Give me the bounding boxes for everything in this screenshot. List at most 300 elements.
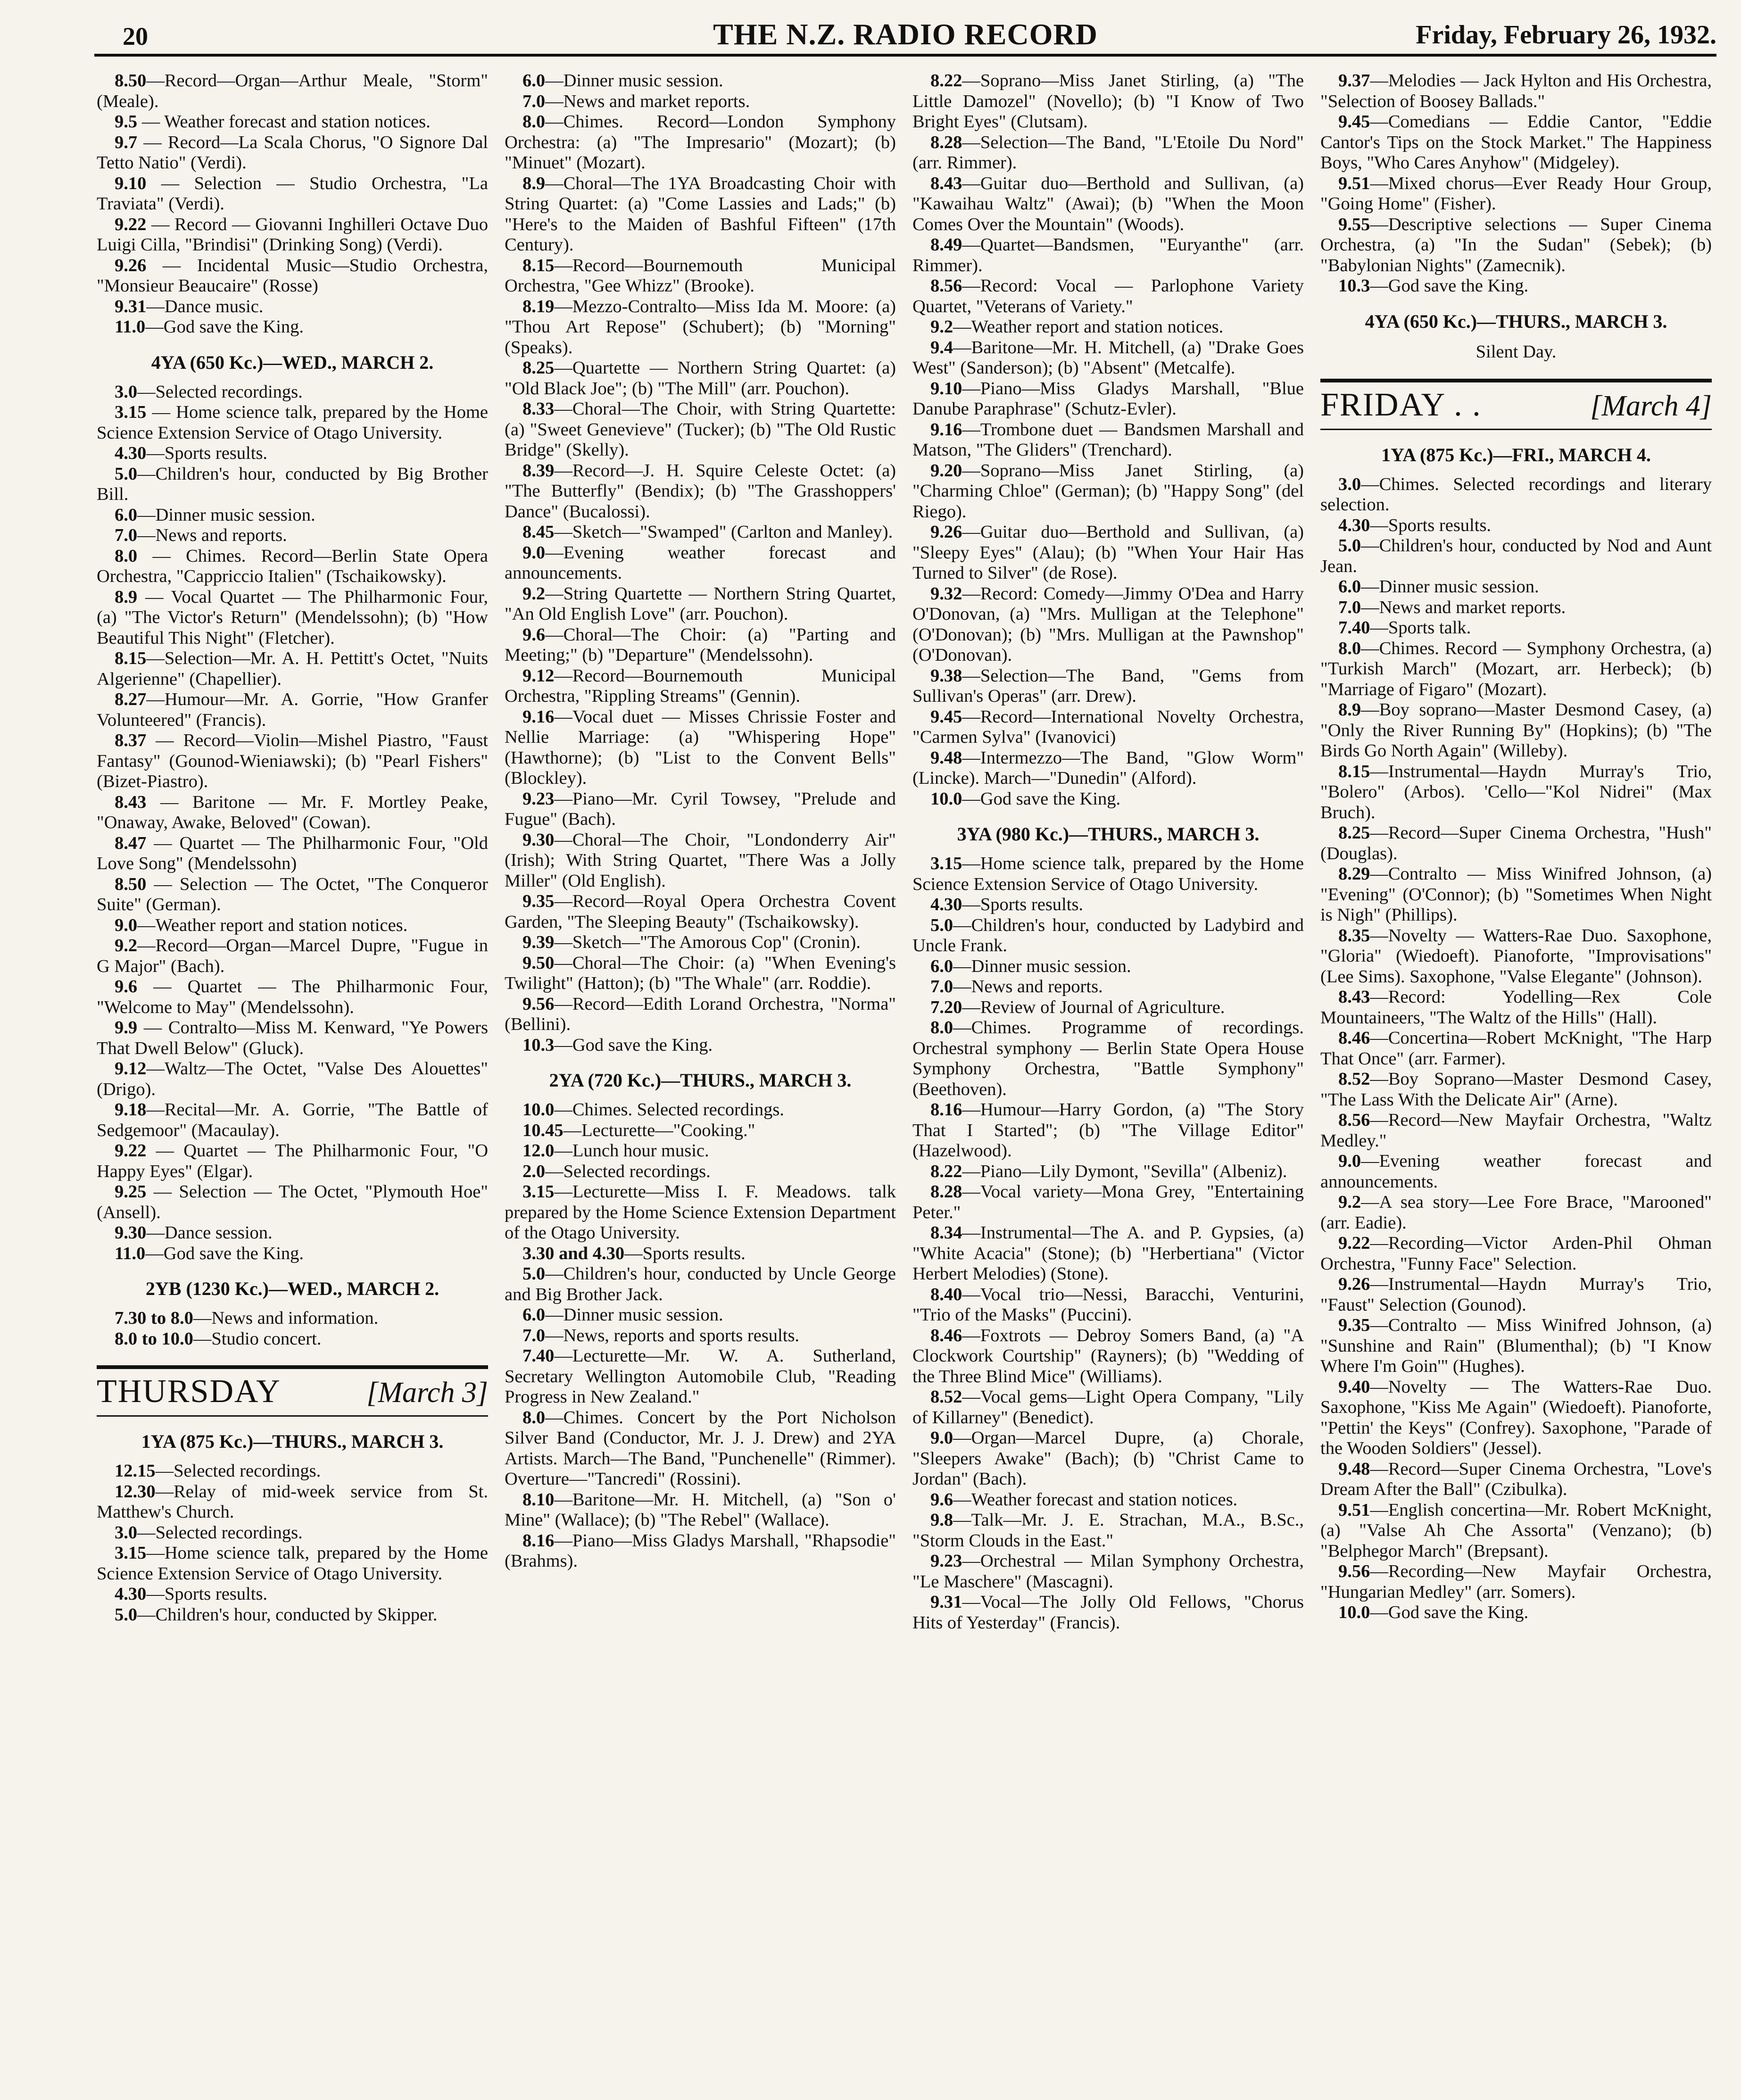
programme-entry [912, 789, 1304, 810]
entry-time: 8.47 [115, 833, 147, 853]
entry-time: 8.39 [522, 460, 555, 481]
entry-time: 9.26 [930, 522, 962, 542]
entry-text: —Piano—Miss Gladys Marshall, "Blue Danube Paraphrase" (Schutz-Evler). [912, 378, 1304, 419]
programme-entry [97, 1584, 488, 1605]
programme-entry [97, 1059, 488, 1100]
entry-time: 9.56 [1338, 1561, 1370, 1581]
programme-entry [505, 1490, 896, 1531]
entry-text: —Recording—New Mayfair Orchestra, "Hungarian Medley" (arr. Somers). [1320, 1561, 1712, 1602]
entry-time: 5.0 [522, 1264, 546, 1284]
programme-entry [1320, 1315, 1712, 1377]
entry-text: —Selection—The Band, "Gems from Sullivan's Operas" (arr. Drew). [912, 665, 1304, 706]
programme-entry [505, 358, 896, 399]
programme-entry [1320, 474, 1712, 515]
header-rule [94, 54, 1716, 57]
programme-entry [912, 1592, 1304, 1633]
programme-entry [505, 789, 896, 830]
station-heading: 2YA (720 Kc.)—THURS., MARCH 3. [549, 1070, 852, 1091]
entry-time: 10.0 [1338, 1602, 1370, 1622]
programme-entry [912, 276, 1304, 317]
entry-text: —News and reports. [137, 525, 287, 545]
day-heading [1320, 379, 1712, 430]
entry-text: —English concertina—Mr. Robert McKnight, (a) "Valse Ah Che Assorta" (Venzano); (b) "Belphegor March" (Brepsant). [1320, 1500, 1712, 1561]
entry-text: —Dance music. [146, 296, 264, 316]
entry-time: 9.22 [1338, 1233, 1370, 1253]
programme-entry [97, 464, 488, 505]
programme-entry [97, 215, 488, 256]
entry-time: 6.0 [930, 956, 953, 976]
entry-text: — Weather forecast and station notices. [137, 112, 431, 132]
entry-time: 8.52 [1338, 1069, 1370, 1089]
column-3 [912, 71, 1304, 1633]
entry-text: —Dinner music session. [1361, 577, 1539, 597]
entry-time: 3.0 [115, 382, 138, 402]
entry-text: —Boy soprano—Master Desmond Casey, (a) "Only the River Running By" (Hopkins); (b) "The Birds Go North Again" (Willeby). [1320, 700, 1712, 761]
entry-text: —Sports results. [962, 895, 1084, 914]
entry-time: 9.10 [115, 173, 147, 193]
entry-time: 9.22 [115, 214, 147, 234]
entry-time: 8.15 [115, 648, 147, 668]
programme-entry [505, 1182, 896, 1244]
entry-time: 8.16 [930, 1100, 962, 1120]
entry-text: —A sea story—Lee Fore Brace, "Marooned" (arr. Eadie). [1320, 1192, 1712, 1233]
entry-time: 12.0 [522, 1141, 555, 1161]
programme-entry [505, 584, 896, 625]
programme-entry [505, 1346, 896, 1408]
entry-time: 7.0 [115, 525, 138, 545]
entry-time: 5.0 [930, 915, 953, 935]
entry-text: —Record—Super Cinema Orchestra, "Love's Dream After the Ball" (Czibulka). [1320, 1459, 1712, 1499]
programme-entry [97, 1182, 488, 1223]
entry-time: 9.31 [930, 1592, 962, 1612]
entry-time: 9.9 [115, 1018, 138, 1038]
entry-time: 9.30 [115, 1223, 147, 1243]
entry-text: —Selected recordings. [155, 1461, 321, 1481]
entry-time: 7.0 [522, 91, 546, 111]
issue-date: Friday, February 26, 1932. [1416, 20, 1716, 50]
entry-text: —Piano—Lily Dymont, "Sevilla" (Albeniz). [962, 1161, 1287, 1181]
programme-entry [1320, 1028, 1712, 1069]
entry-text: — Chimes. Record—Berlin State Opera Orchestra, "Cappriccio Italien" (Tschaikowsky). [97, 546, 488, 586]
programme-entry [912, 915, 1304, 956]
entry-text: —News and reports. [953, 977, 1103, 996]
entry-text: —Evening weather forecast and announcements. [505, 542, 896, 583]
programme-entry [505, 1121, 896, 1141]
entry-text: —News, reports and sports results. [545, 1325, 800, 1345]
entry-time: 12.15 [115, 1461, 156, 1481]
programme-entry [912, 522, 1304, 584]
entry-time: 7.0 [1338, 597, 1361, 617]
programme-entry [505, 666, 896, 707]
entry-text: — Record — Giovanni Inghilleri Octave Duo Luigi Cilla, "Brindisi" (Drinking Song) (Verdi). [97, 214, 488, 255]
entry-time: 9.23 [522, 789, 555, 809]
programme-entry [97, 833, 488, 874]
entry-text: —Quartet—Bandsmen, "Euryanthe" (arr. Rimmer). [912, 235, 1304, 275]
page-header [94, 17, 1716, 55]
entry-time: 9.2 [115, 936, 138, 955]
programme-entry [97, 977, 488, 1018]
programme-entry [97, 1523, 488, 1544]
entry-time: 3.0 [1338, 474, 1361, 494]
programme-entry [1320, 1192, 1712, 1233]
entry-time: 9.39 [522, 932, 555, 952]
entry-text: —Selected recordings. [545, 1161, 711, 1181]
entry-time: 8.43 [930, 173, 962, 193]
programme-entry [912, 1162, 1304, 1182]
programme-entry [97, 71, 488, 112]
entry-time: 3.15 [522, 1182, 555, 1202]
entry-text: —Lecturette—Mr. W. A. Sutherland, Secretary Wellington Automobile Club, "Reading Progress in New Zealand." [505, 1346, 896, 1407]
entry-time: 4.30 [115, 443, 147, 463]
station-note: Silent Day. [1476, 341, 1557, 362]
entry-text: —Contralto — Miss Winifred Johnson, (a) "Evening" (O'Connor); (b) "Sometimes When Night is Nigh" (Phillips). [1320, 864, 1712, 925]
entry-text: —Choral—The Choir, with String Quartette: (a) "Sweet Genevieve" (Tucker); (b) "The Old Rustic Bridge" (Skelly). [505, 399, 896, 460]
station-heading: 4YA (650 Kc.)—THURS., MARCH 3. [1365, 310, 1667, 332]
entry-text: —God save the King. [1370, 276, 1529, 296]
entry-time: 8.49 [930, 235, 962, 255]
entry-text: —Instrumental—Haydn Murray's Trio, "Faust" Selection (Gounod). [1320, 1274, 1712, 1315]
entry-text: —Contralto — Miss Winifred Johnson, (a) "Sunshine and Rain" (Blumenthal); (b) "I Know Where I'm Goin'" (Hughes). [1320, 1315, 1712, 1376]
day-date: [March 4] [1590, 390, 1712, 422]
entry-time: 8.0 to 10.0 [115, 1328, 193, 1349]
entry-text: —Children's hour, conducted by Nod and Aunt Jean. [1320, 536, 1712, 576]
entry-time: 9.0 [930, 1428, 953, 1448]
entry-text: —Vocal—The Jolly Old Fellows, "Chorus Hits of Yesterday" (Francis). [912, 1592, 1304, 1633]
programme-entry [97, 1244, 488, 1264]
entry-text: —Children's hour, conducted by Ladybird and Uncle Frank. [912, 915, 1304, 955]
programme-entry [505, 461, 896, 523]
entry-text: —Record—International Novelty Orchestra, "Carmen Sylva" (Ivanovici) [912, 706, 1304, 747]
entry-text: —Choral—The Choir, "Londonderry Air" (Irish); With String Quartet, "There Was a Jolly Miller" (Old English). [505, 830, 896, 891]
entry-text: —Waltz—The Octet, "Valse Des Alouettes" (Drigo). [97, 1059, 488, 1099]
entry-text: —Record—J. H. Squire Celeste Octet: (a) "The Butterfly" (Bendix); (b) "The Grasshoppers' Dance" (Bucalossi). [505, 460, 896, 522]
entry-text: —String Quartette — Northern String Quartet, "An Old English Love" (arr. Pouchon). [505, 583, 896, 624]
programme-entry [97, 112, 488, 133]
entry-time: 8.52 [930, 1387, 962, 1407]
entry-time: 7.20 [930, 997, 962, 1017]
entry-time: 9.30 [522, 830, 555, 850]
programme-entry [1320, 71, 1712, 112]
station-heading: 2YB (1230 Kc.)—WED., MARCH 2. [145, 1278, 439, 1299]
entry-time: 8.9 [1338, 700, 1361, 720]
entry-time: 7.0 [930, 977, 953, 996]
programme-entry [97, 1100, 488, 1141]
entry-text: —Record—Organ—Arthur Meale, "Storm" (Meale). [97, 71, 488, 111]
entry-text: —Trombone duet — Bandsmen Marshall and Matson, "The Gliders" (Trenchard). [912, 419, 1304, 460]
day-name: FRIDAY . . [1320, 386, 1482, 423]
column-4 [1320, 71, 1712, 1623]
entry-time: 4.30 [115, 1584, 147, 1604]
entry-text: — Quartet — The Philharmonic Four, "Welcome to May" (Mendelssohn). [97, 977, 488, 1017]
programme-entry [505, 932, 896, 953]
entry-time: 9.16 [930, 419, 962, 440]
entry-time: 9.48 [1338, 1459, 1370, 1479]
entry-time: 9.25 [115, 1182, 147, 1202]
entry-time: 3.15 [115, 402, 147, 422]
programme-entry [505, 830, 896, 892]
entry-text: —Orchestral — Milan Symphony Orchestra, "Le Maschere" (Mascagni). [912, 1551, 1304, 1592]
entry-time: 8.9 [522, 173, 546, 193]
programme-entry [912, 1100, 1304, 1162]
programme-entry [912, 71, 1304, 133]
entry-text: —Sports results. [1370, 515, 1492, 535]
programme-entry [1320, 700, 1712, 762]
entry-time: 8.19 [522, 296, 555, 316]
entry-time: 8.22 [930, 1161, 962, 1181]
entry-time: 10.45 [522, 1120, 564, 1140]
entry-text: —Melodies — Jack Hylton and His Orchestra, "Selection of Boosey Ballads." [1320, 71, 1712, 111]
entry-time: 8.56 [930, 276, 962, 296]
programme-entry [505, 953, 896, 994]
programme-entry [97, 689, 488, 730]
entry-text: — Selection — The Octet, "The Conqueror Suite" (German). [97, 874, 488, 914]
programme-entry [97, 317, 488, 338]
entry-time: 9.38 [930, 665, 962, 686]
day-heading [97, 1365, 488, 1417]
entry-text: —News and market reports. [545, 91, 750, 111]
entry-time: 11.0 [115, 317, 146, 337]
programme-entry [1320, 215, 1712, 276]
programme-entry [97, 174, 488, 215]
entry-time: 8.56 [1338, 1110, 1370, 1130]
entry-text: —Dinner music session. [953, 956, 1131, 976]
programme-entry [97, 648, 488, 689]
programme-entry [505, 1162, 896, 1182]
entry-text: — Incidental Music—Studio Orchestra, "Monsieur Beaucaire" (Rosse) [97, 255, 488, 296]
entry-time: 10.3 [1338, 276, 1370, 296]
entry-time: 9.31 [115, 296, 147, 316]
programme-entry [912, 1018, 1304, 1100]
entry-time: 9.20 [930, 460, 962, 481]
entry-time: 8.16 [522, 1530, 555, 1551]
programme-entry [505, 1141, 896, 1162]
programme-entry [1320, 577, 1712, 598]
entry-time: 10.0 [930, 789, 962, 809]
entry-text: —Dinner music session. [545, 71, 723, 91]
entry-text: —Relay of mid-week service from St. Matthew's Church. [97, 1481, 488, 1522]
entry-text: —Novelty — The Watters-Rae Duo. Saxophone, "Kiss Me Again" (Wiedoeft). Pianoforte, "Pettin' the Keys" (Confrey). Saxophone, "Parade of the Wooden Soldiers" (Jessel). [1320, 1377, 1712, 1458]
programme-entry [1320, 1233, 1712, 1274]
entry-text: —Soprano—Miss Janet Stirling, (a) "Charming Chloe" (German); (b) "Happy Song" (del Riego). [912, 460, 1304, 522]
entry-time: 9.8 [930, 1510, 953, 1530]
programme-entry [1320, 1602, 1712, 1623]
entry-text: —Instrumental—Haydn Murray's Trio, "Bolero" (Arbos). 'Cello—"Kol Nidrei" (Max Bruch). [1320, 761, 1712, 822]
entry-time: 10.3 [522, 1035, 555, 1055]
entry-time: 9.51 [1338, 173, 1370, 193]
programme-entry [505, 91, 896, 112]
entry-text: — Home science talk, prepared by the Home Science Extension Service of Otago University. [97, 402, 488, 443]
entry-time: 8.28 [930, 1182, 962, 1202]
entry-time: 8.0 [1338, 638, 1361, 658]
entry-time: 8.15 [1338, 761, 1370, 781]
entry-time: 9.5 [115, 112, 138, 132]
programme-entry [97, 1018, 488, 1059]
programme-entry [912, 956, 1304, 977]
entry-text: — Contralto—Miss M. Kenward, "Ye Powers That Dwell Below" (Gluck). [97, 1018, 488, 1058]
entry-time: 9.10 [930, 378, 962, 398]
entry-text: —Vocal variety—Mona Grey, "Entertaining Peter." [912, 1182, 1304, 1222]
programme-entry [505, 174, 896, 256]
programme-entry [505, 994, 896, 1035]
entry-text: —Chimes. Selected recordings and literary selection. [1320, 474, 1712, 515]
programme-entry [505, 1326, 896, 1346]
programme-entry [97, 297, 488, 317]
entry-text: —Chimes. Programme of recordings. Orchestral symphony — Berlin State Opera House Symphony Orchestra, "Battle Symphony" (Beethoven). [912, 1018, 1304, 1099]
entry-text: —Lecturette—Miss I. F. Meadows. talk prepared by the Home Science Extension Department of the Otago University. [505, 1182, 896, 1243]
programme-entry [97, 443, 488, 464]
entry-text: —Choral—The Choir: (a) "Parting and Meeting;" (b) "Departure" (Mendelssohn). [505, 624, 896, 665]
entry-text: —Children's hour, conducted by Uncle George and Big Brother Jack. [505, 1264, 896, 1304]
entry-time: 8.40 [930, 1284, 962, 1304]
programme-entry [505, 1408, 896, 1490]
entry-time: 8.25 [522, 358, 555, 378]
programme-entry [505, 1531, 896, 1572]
programme-entry [912, 707, 1304, 748]
entry-text: —Choral—The Choir: (a) "When Evening's Twilight" (Hatton); (b) "The Whale" (arr. Roddie). [505, 953, 896, 993]
entry-time: 9.50 [522, 953, 555, 973]
programme-entry [912, 1387, 1304, 1428]
entry-time: 5.0 [115, 1604, 138, 1625]
entry-time: 8.0 [115, 546, 138, 566]
page-number: 20 [123, 22, 148, 50]
entry-text: —Talk—Mr. J. E. Strachan, M.A., B.Sc., "Storm Clouds in the East." [912, 1510, 1304, 1551]
entry-text: —Boy Soprano—Master Desmond Casey, "The Lass With the Delicate Air" (Arne). [1320, 1069, 1712, 1110]
entry-text: —Home science talk, prepared by the Home Science Extension Service of Otago University. [912, 854, 1304, 894]
programme-entry [912, 1223, 1304, 1285]
programme-entry [1320, 1069, 1712, 1110]
programme-entry [1320, 1377, 1712, 1459]
entry-text: —Recital—Mr. A. Gorrie, "The Battle of Sedgemoor" (Macaulay). [97, 1100, 488, 1140]
programme-entry [912, 977, 1304, 997]
entry-time: 9.48 [930, 747, 962, 768]
programme-entry [97, 1605, 488, 1626]
programme-entry [1320, 926, 1712, 988]
entry-text: —Sketch—"The Amorous Cop" (Cronin). [554, 932, 861, 952]
programme-entry [912, 174, 1304, 235]
entry-time: 10.0 [522, 1100, 555, 1120]
entry-text: —Sports results. [624, 1243, 746, 1263]
entry-text: — Record—La Scala Chorus, "O Signore Dal Tetto Natio" (Verdi). [97, 132, 488, 173]
programme-entry [1320, 823, 1712, 864]
entry-text: —Review of Journal of Agriculture. [962, 997, 1225, 1017]
programme-entry [912, 1428, 1304, 1490]
programme-entry [1320, 276, 1712, 297]
entry-time: 7.30 to 8.0 [115, 1308, 193, 1328]
programme-entry [505, 256, 896, 297]
entry-time: 9.2 [1338, 1192, 1361, 1212]
programme-entry [97, 1141, 488, 1182]
entry-time: 9.6 [522, 624, 546, 645]
programme-entry [912, 895, 1304, 915]
programme-entry [97, 1482, 488, 1523]
entry-time: 5.0 [115, 464, 138, 484]
programme-entry [505, 1244, 896, 1264]
entry-time: 9.45 [930, 706, 962, 727]
programme-entry [912, 461, 1304, 523]
entry-text: —Piano—Miss Gladys Marshall, "Rhapsodie" (Brahms). [505, 1530, 896, 1571]
entry-time: 9.45 [1338, 112, 1370, 132]
entry-text: —Weather report and station notices. [953, 317, 1224, 337]
entry-time: 8.25 [1338, 823, 1370, 843]
entry-time: 9.51 [1338, 1500, 1370, 1520]
entry-text: — Quartet — The Philharmonic Four, "O Happy Eyes" (Elgar). [97, 1141, 488, 1181]
programme-entry [97, 936, 488, 977]
entry-time: 8.9 [115, 587, 138, 607]
entry-text: —Record—Bournemouth Municipal Orchestra, "Gee Whizz" (Brooke). [505, 255, 896, 296]
masthead-title: THE N.Z. RADIO RECORD [713, 17, 1098, 51]
entry-time: 8.22 [930, 71, 962, 91]
entry-time: 4.30 [930, 895, 962, 914]
entry-time: 3.15 [930, 854, 962, 873]
programme-entry [1320, 598, 1712, 618]
entry-time: 8.0 [930, 1018, 953, 1038]
programme-entry [1320, 174, 1712, 215]
entry-text: —Sports results. [146, 1584, 268, 1604]
programme-entry [505, 891, 896, 932]
entry-text: —God save the King. [1370, 1602, 1529, 1622]
programme-entry [1320, 618, 1712, 639]
entry-text: —Baritone—Mr. H. Mitchell, (a) "Son o' Mine" (Wallace); (b) "The Rebel" (Wallace). [505, 1489, 896, 1530]
entry-text: —Record: Yodelling—Rex Cole Mountaineers, "The Waltz of the Hills" (Hall). [1320, 987, 1712, 1028]
programme-entry [912, 666, 1304, 707]
entry-text: —Chimes. Record — Symphony Orchestra, (a) "Turkish March" (Mozart, arr. Herbeck); (b) "Marriage of Figaro" (Mozart). [1320, 638, 1712, 699]
programme-entry [912, 1490, 1304, 1511]
entry-time: 6.0 [1338, 577, 1361, 597]
programme-entry [505, 522, 896, 543]
entry-time: 9.56 [522, 994, 555, 1014]
entry-time: 9.2 [930, 317, 953, 337]
entry-time: 9.18 [115, 1100, 147, 1120]
programme-entry [1320, 864, 1712, 926]
entry-text: —Chimes. Concert by the Port Nicholson Silver Band (Conductor, Mr. J. J. Drew) and 2YA Artists. March—The Band, "Punchenelle" (Rimmer). Overture—"Tancredi" (Rossini). [505, 1407, 896, 1489]
entry-time: 8.46 [930, 1325, 962, 1345]
programme-entry [97, 546, 488, 587]
entry-time: 9.35 [1338, 1315, 1370, 1335]
entry-text: —Choral—The 1YA Broadcasting Choir with String Quartet: (a) "Come Lassies and Lads;" (b) "Here's to the Maiden of Bashful Fifteen" (17th Century). [505, 173, 896, 255]
entry-text: —Piano—Mr. Cyril Towsey, "Prelude and Fugue" (Bach). [505, 789, 896, 829]
entry-time: 9.6 [930, 1489, 953, 1510]
entry-text: —Chimes. Record—London Symphony Orchestra: (a) "The Impresario" (Mozart); (b) "Minuet" (Mozart). [505, 112, 896, 173]
programme-entry [912, 420, 1304, 461]
entry-text: —Recording—Victor Arden-Phil Ohman Orchestra, "Funny Face" Selection. [1320, 1233, 1712, 1274]
entry-text: —Chimes. Selected recordings. [554, 1100, 784, 1120]
programme-entry [1320, 1110, 1712, 1151]
entry-time: 8.0 [522, 1407, 546, 1428]
entry-time: 9.16 [522, 706, 555, 727]
entry-time: 8.45 [522, 522, 555, 542]
entry-text: —Mixed chorus—Ever Ready Hour Group, "Going Home" (Fisher). [1320, 173, 1712, 214]
entry-time: 8.50 [115, 71, 147, 91]
entry-time: 2.0 [522, 1161, 546, 1181]
entry-text: —Mezzo-Contralto—Miss Ida M. Moore: (a) "Thou Art Repose" (Schubert); (b) "Morning" (Speaks). [505, 296, 896, 357]
entry-time: 9.22 [115, 1141, 147, 1161]
entry-text: — Baritone — Mr. F. Mortley Peake, "Onaway, Awake, Beloved" (Cowan). [97, 792, 488, 832]
programme-entry [97, 1308, 488, 1329]
programme-entry [912, 1326, 1304, 1387]
entry-time: 9.26 [1338, 1274, 1370, 1294]
entry-text: —Intermezzo—The Band, "Glow Worm" (Lincke). March—"Dunedin" (Alford). [912, 747, 1304, 788]
programme-entry [912, 1510, 1304, 1551]
programme-entry [97, 915, 488, 936]
entry-time: 7.40 [522, 1346, 555, 1366]
programme-entry [97, 1461, 488, 1482]
entry-text: —Vocal duet — Misses Chrissie Foster and Nellie Marriage: (a) "Whispering Hope" (Hawthorne); (b) "List to the Convent Bells" (Blockley). [505, 706, 896, 788]
entry-time: 8.0 [522, 112, 546, 132]
programme-entry [1320, 639, 1712, 700]
programme-entry [912, 1182, 1304, 1223]
entry-text: —God save the King. [145, 1243, 304, 1263]
entry-text: —Selection—Mr. A. H. Pettitt's Octet, "Nuits Algerienne" (Chapellier). [97, 648, 488, 689]
